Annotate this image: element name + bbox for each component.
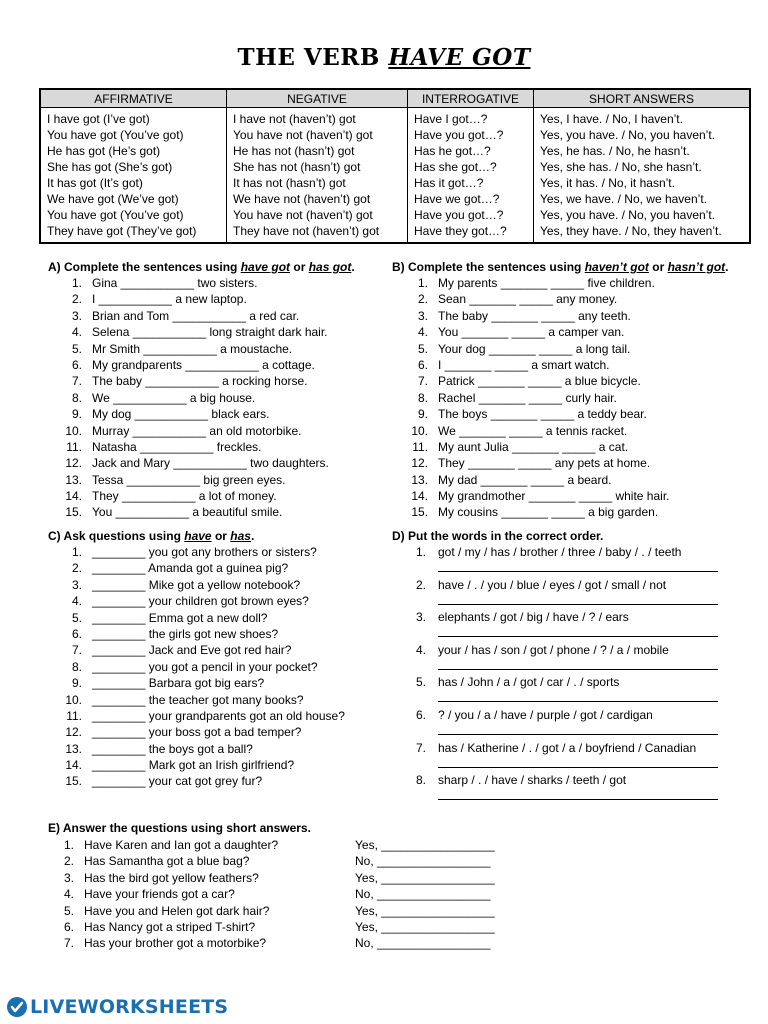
section-c-item — [46, 692, 345, 708]
question-text: Have Karen and Ian got a daughter? — [84, 838, 279, 852]
item-number: 10. — [65, 692, 82, 707]
item-text[interactable]: You ___________ a beautiful smile. — [92, 505, 283, 520]
section-d-item — [398, 707, 728, 740]
section-d-item — [398, 642, 728, 675]
section-b-item — [392, 357, 670, 373]
section-b-item — [392, 488, 670, 504]
item-number: 5. — [415, 675, 426, 690]
page-title — [0, 44, 768, 71]
item-text[interactable]: ________ you got a pencil in your pocket? — [92, 659, 318, 674]
section-b-title-text: B) Complete the sentences using — [392, 260, 585, 274]
section-a-item — [46, 324, 329, 340]
item-number: 8. — [415, 773, 426, 788]
section-a-title-text: A) Complete the sentences using — [48, 260, 241, 274]
item-number: 1. — [71, 276, 82, 290]
item-text[interactable]: Your dog _______ _____ a long tail. — [438, 341, 631, 356]
section-c-item — [46, 773, 345, 789]
scrambled-words: ? / you / a / have / purple / got / cardigan — [438, 707, 653, 722]
grammar-table-row — [40, 223, 750, 243]
item-number: 5. — [63, 903, 74, 918]
item-number: 9. — [71, 407, 82, 422]
item-number: 3. — [417, 308, 428, 323]
section-b-item — [392, 406, 670, 422]
section-e-item — [48, 853, 518, 869]
item-number: 9. — [71, 676, 82, 691]
item-number: 14. — [65, 489, 82, 504]
section-a-keyword-1: have got — [240, 260, 291, 274]
section-e-item — [48, 886, 518, 902]
item-number: 15. — [65, 505, 82, 520]
cell-affirmative: She has got (She’s got) — [40, 159, 227, 175]
item-number: 4. — [415, 642, 426, 657]
section-c-item — [46, 544, 345, 560]
grammar-table-row — [40, 127, 750, 143]
item-text[interactable]: ________ Mark got an Irish girlfriend? — [92, 758, 295, 773]
section-d-item — [398, 609, 728, 642]
item-text[interactable]: ________ the boys got a ball? — [92, 741, 253, 756]
item-number: 2. — [415, 577, 426, 592]
section-e-item — [48, 903, 518, 919]
header-negative: NEGATIVE — [227, 89, 408, 108]
cell-short-answer: Yes, we have. / No, we haven’t. — [534, 191, 751, 207]
section-b-item — [392, 504, 670, 520]
cell-interrogative: Have you got…? — [408, 127, 534, 143]
item-text[interactable]: ________ the teacher got many books? — [92, 692, 304, 707]
item-number: 1. — [71, 545, 82, 559]
section-b-item — [392, 324, 670, 340]
item-number: 8. — [71, 659, 82, 674]
section-b-item — [392, 455, 670, 471]
short-answer-field[interactable]: No, _________________ — [355, 887, 491, 902]
section-b-item — [392, 291, 670, 307]
cell-short-answer: Yes, he has. / No, he hasn’t. — [534, 143, 751, 159]
section-a-item — [46, 308, 329, 324]
item-number: 7. — [415, 740, 426, 755]
item-text[interactable]: ________ your grandparents got an old house? — [92, 708, 345, 723]
item-text[interactable]: Gina ___________ two sisters. — [92, 276, 258, 290]
grammar-table-row — [40, 175, 750, 191]
section-b-item — [392, 390, 670, 406]
section-a-item — [46, 373, 329, 389]
section-b-title — [392, 260, 728, 274]
section-b-item — [392, 439, 670, 455]
header-interrogative: INTERROGATIVE — [408, 89, 534, 108]
item-number: 4. — [63, 887, 74, 902]
cell-short-answer: Yes, they have. / No, they haven’t. — [534, 223, 751, 243]
cell-interrogative: Has he got…? — [408, 143, 534, 159]
section-b-item — [392, 341, 670, 357]
cell-short-answer: Yes, she has. / No, she hasn’t. — [534, 159, 751, 175]
answer-line[interactable] — [438, 636, 718, 637]
item-number: 7. — [417, 374, 428, 389]
scrambled-words: has / Katherine / . / got / a / boyfriend / Canadian — [438, 740, 697, 755]
section-c-item — [46, 642, 345, 658]
section-b-item — [392, 275, 670, 291]
section-d-list — [398, 544, 728, 805]
item-text[interactable]: We _______ _____ a tennis racket. — [438, 423, 628, 438]
item-text[interactable]: Patrick _______ _____ a blue bicycle. — [438, 374, 641, 389]
item-text[interactable]: Natasha ___________ freckles. — [92, 439, 262, 454]
scrambled-words: your / has / son / got / phone / ? / a / mobile — [438, 642, 669, 657]
grammar-table-row — [40, 207, 750, 223]
cell-interrogative: Have you got…? — [408, 207, 534, 223]
item-number: 5. — [71, 341, 82, 356]
section-a-item — [46, 275, 329, 291]
item-text[interactable]: My grandmother _______ _____ white hair. — [438, 489, 670, 504]
section-e-item — [48, 837, 518, 853]
section-a-item — [46, 390, 329, 406]
item-text[interactable]: My dog ___________ black ears. — [92, 407, 270, 422]
item-text[interactable]: My parents _______ _____ five children. — [438, 276, 655, 290]
cell-negative: You have not (haven’t) got — [227, 207, 408, 223]
section-d-item — [398, 740, 728, 773]
item-number: 6. — [71, 357, 82, 372]
item-text[interactable]: We ___________ a big house. — [92, 390, 256, 405]
item-number: 6. — [71, 626, 82, 641]
short-answer-field[interactable]: No, _________________ — [355, 854, 491, 869]
item-text[interactable]: The boys _______ _____ a teddy bear. — [438, 407, 647, 422]
item-text[interactable]: ________ Mike got a yellow notebook? — [92, 577, 301, 592]
item-text[interactable]: You _______ _____ a camper van. — [438, 325, 625, 340]
cell-negative: We have not (haven’t) got — [227, 191, 408, 207]
item-number: 2. — [417, 292, 428, 307]
item-number: 7. — [71, 374, 82, 389]
item-number: 10. — [65, 423, 82, 438]
section-c-item — [46, 741, 345, 757]
answer-line[interactable] — [438, 571, 718, 572]
section-c-item — [46, 626, 345, 642]
answer-line[interactable] — [438, 604, 718, 605]
answer-line[interactable] — [438, 767, 718, 768]
grammar-table-row — [40, 159, 750, 175]
cell-negative: She has not (hasn’t) got — [227, 159, 408, 175]
question-text: Has your brother got a motorbike? — [84, 936, 267, 951]
cell-short-answer: Yes, you have. / No, you haven’t. — [534, 127, 751, 143]
section-a-item — [46, 472, 329, 488]
section-c-title-end: . — [250, 529, 255, 543]
section-d-item — [398, 772, 728, 805]
scrambled-words: elephants / got / big / have / ? / ears — [438, 610, 629, 625]
item-number: 7. — [63, 936, 74, 951]
item-number: 10. — [411, 423, 428, 438]
section-a-item — [46, 423, 329, 439]
section-c-title-mid: or — [211, 529, 231, 543]
answer-line[interactable] — [438, 734, 718, 735]
section-d-title: D) Put the words in the correct order. — [392, 529, 604, 543]
section-a-title-end: . — [351, 260, 355, 274]
cell-affirmative: You have got (You’ve got) — [40, 127, 227, 143]
section-c-item — [46, 724, 345, 740]
section-c-item — [46, 708, 345, 724]
section-c-item — [46, 675, 345, 691]
item-number: 14. — [65, 758, 82, 773]
item-text[interactable]: Sean _______ _____ any money. — [438, 292, 618, 307]
cell-negative: You have not (haven’t) got — [227, 127, 408, 143]
item-text[interactable]: The baby _______ _____ any teeth. — [438, 308, 631, 323]
section-c-list — [46, 544, 345, 790]
item-number: 7. — [71, 643, 82, 658]
section-a-list — [46, 275, 329, 521]
section-b-item — [392, 423, 670, 439]
section-e-list — [48, 837, 518, 952]
section-a-keyword-2: has got — [308, 260, 352, 274]
item-text[interactable]: ________ you got any brothers or sisters? — [92, 545, 317, 559]
cell-affirmative: They have got (They’ve got) — [40, 223, 227, 243]
section-c-item — [46, 610, 345, 626]
section-b-keyword-1: haven’t got — [584, 260, 649, 274]
cell-affirmative: He has got (He’s got) — [40, 143, 227, 159]
section-a-item — [46, 504, 329, 520]
item-text[interactable]: ________ the girls got new shoes? — [92, 626, 279, 641]
item-number: 11. — [66, 439, 82, 454]
grammar-table-header — [40, 89, 750, 108]
cell-affirmative: We have got (We’ve got) — [40, 191, 227, 207]
cell-negative: He has not (hasn’t) got — [227, 143, 408, 159]
cell-negative: I have not (haven’t) got — [227, 108, 408, 128]
section-e-item — [48, 870, 518, 886]
cell-affirmative: You have got (You’ve got) — [40, 207, 227, 223]
scrambled-words: got / my / has / brother / three / baby / . / teeth — [438, 545, 682, 559]
item-text[interactable]: ________ Jack and Eve got red hair? — [92, 643, 292, 658]
grammar-table-row — [40, 108, 750, 128]
section-a-item — [46, 488, 329, 504]
section-a-item — [46, 291, 329, 307]
cell-interrogative: Have I got…? — [408, 108, 534, 128]
item-text[interactable]: Mr Smith ___________ a moustache. — [92, 341, 293, 356]
section-c-keyword-2: has — [230, 529, 251, 543]
item-number: 2. — [71, 561, 82, 576]
section-a-item — [46, 341, 329, 357]
section-b-item — [392, 308, 670, 324]
item-number: 6. — [417, 357, 428, 372]
item-number: 3. — [71, 577, 82, 592]
section-c-item — [46, 577, 345, 593]
scrambled-words: has / John / a / got / car / . / sports — [438, 675, 620, 690]
item-number: 14. — [411, 489, 428, 504]
item-number: 2. — [71, 292, 82, 307]
section-b-item — [392, 373, 670, 389]
item-number: 5. — [417, 341, 428, 356]
title-emphasis: HAVE GOT — [388, 44, 531, 71]
cell-negative: They have not (haven’t) got — [227, 223, 408, 243]
item-number: 9. — [417, 407, 428, 422]
question-text: Has Nancy got a striped T-shirt? — [84, 919, 256, 934]
item-number: 1. — [417, 276, 428, 290]
item-number: 13. — [65, 741, 82, 756]
item-number: 6. — [63, 919, 74, 934]
section-d-item — [398, 674, 728, 707]
item-text[interactable]: The baby ___________ a rocking horse. — [92, 374, 308, 389]
short-answer-field[interactable]: Yes, _________________ — [355, 838, 495, 852]
question-text: Has the bird got yellow feathers? — [84, 870, 259, 885]
section-b-list — [392, 275, 670, 521]
item-number: 1. — [63, 838, 74, 852]
item-text[interactable]: I ___________ a new laptop. — [92, 292, 247, 307]
cell-interrogative: Has it got…? — [408, 175, 534, 191]
item-text[interactable]: ________ Emma got a new doll? — [92, 610, 268, 625]
item-text[interactable]: Selena ___________ long straight dark hair. — [92, 325, 328, 340]
section-c-item — [46, 560, 345, 576]
item-number: 2. — [63, 854, 74, 869]
cell-interrogative: Has she got…? — [408, 159, 534, 175]
cell-negative: It has not (hasn’t) got — [227, 175, 408, 191]
cell-affirmative: I have got (I’ve got) — [40, 108, 227, 128]
liveworksheets-logo — [6, 996, 228, 1018]
item-text[interactable]: Brian and Tom ___________ a red car. — [92, 308, 300, 323]
item-number: 3. — [71, 308, 82, 323]
item-number: 15. — [65, 774, 82, 789]
answer-line[interactable] — [438, 799, 718, 800]
section-a-item — [46, 406, 329, 422]
section-c-keyword-1: have — [184, 529, 212, 543]
scrambled-words: sharp / . / have / sharks / teeth / got — [438, 773, 627, 788]
item-number: 1. — [415, 545, 426, 559]
scrambled-words: have / . / you / blue / eyes / got / small / not — [438, 577, 667, 592]
item-number: 12. — [65, 456, 82, 471]
grammar-table-row — [40, 191, 750, 207]
item-text[interactable]: Rachel _______ _____ curly hair. — [438, 390, 617, 405]
item-number: 5. — [71, 610, 82, 625]
cell-affirmative: It has got (It’s got) — [40, 175, 227, 191]
logo-text: LIVEWORKSHEETS — [30, 996, 229, 1018]
item-number: 3. — [415, 610, 426, 625]
item-text[interactable]: ________ Amanda got a guinea pig? — [92, 561, 289, 576]
item-text[interactable]: Murray ___________ an old motorbike. — [92, 423, 302, 438]
item-text[interactable]: I _______ _____ a smart watch. — [438, 357, 610, 372]
section-b-title-end: . — [725, 260, 729, 274]
item-number: 4. — [71, 325, 82, 340]
short-answer-field[interactable]: Yes, _________________ — [355, 870, 495, 885]
item-number: 4. — [71, 594, 82, 609]
section-e-title: E) Answer the questions using short answers. — [48, 821, 311, 835]
item-text[interactable]: Jack and Mary ___________ two daughters. — [92, 456, 329, 471]
item-text[interactable]: My aunt Julia _______ _____ a cat. — [438, 439, 629, 454]
section-a-title-mid: or — [290, 260, 309, 274]
item-number: 13. — [411, 472, 428, 487]
item-number: 13. — [65, 472, 82, 487]
section-b-keyword-2: hasn’t got — [667, 260, 726, 274]
section-d-item — [398, 577, 728, 610]
section-c-title — [48, 529, 254, 543]
cell-interrogative: Have we got…? — [408, 191, 534, 207]
header-short-answers: SHORT ANSWERS — [534, 89, 751, 108]
short-answer-field[interactable]: Yes, _________________ — [355, 919, 495, 934]
section-e-item — [48, 935, 518, 951]
title-prefix: THE VERB — [237, 44, 389, 71]
cell-short-answer: Yes, I have. / No, I haven’t. — [534, 108, 751, 128]
item-number: 15. — [411, 505, 428, 520]
answer-line[interactable] — [438, 701, 718, 702]
item-text[interactable]: ________ your children got brown eyes? — [92, 594, 309, 609]
item-number: 11. — [66, 708, 82, 723]
question-text: Have you and Helen got dark hair? — [84, 903, 270, 918]
section-a-item — [46, 455, 329, 471]
item-text[interactable]: Tessa ___________ big green eyes. — [92, 472, 286, 487]
section-a-title — [48, 260, 355, 274]
short-answer-field[interactable]: Yes, _________________ — [355, 903, 495, 918]
question-text: Has Samantha got a blue bag? — [84, 854, 250, 869]
logo-icon — [6, 996, 28, 1018]
section-d-item — [398, 544, 728, 577]
section-c-item — [46, 757, 345, 773]
cell-interrogative: Have they got…? — [408, 223, 534, 243]
item-text[interactable]: ________ your cat got grey fur? — [92, 774, 263, 789]
cell-short-answer: Yes, you have. / No, you haven’t. — [534, 207, 751, 223]
item-text[interactable]: My grandparents ___________ a cottage. — [92, 357, 315, 372]
answer-line[interactable] — [438, 669, 718, 670]
grammar-table — [39, 88, 751, 244]
section-b-item — [392, 472, 670, 488]
item-number: 4. — [417, 325, 428, 340]
section-a-item — [46, 439, 329, 455]
header-affirmative: AFFIRMATIVE — [40, 89, 227, 108]
item-text[interactable]: My cousins _______ _____ a big garden. — [438, 505, 659, 520]
section-a-item — [46, 357, 329, 373]
item-number: 11. — [412, 439, 428, 454]
section-c-item — [46, 659, 345, 675]
item-number: 12. — [411, 456, 428, 471]
item-text[interactable]: My dad _______ _____ a beard. — [438, 472, 612, 487]
item-text[interactable]: They ___________ a lot of money. — [92, 489, 277, 504]
item-number: 8. — [417, 390, 428, 405]
item-text[interactable]: ________ Barbara got big ears? — [92, 676, 265, 691]
section-c-item — [46, 593, 345, 609]
short-answer-field[interactable]: No, _________________ — [355, 936, 491, 951]
cell-short-answer: Yes, it has. / No, it hasn’t. — [534, 175, 751, 191]
item-number: 8. — [71, 390, 82, 405]
item-number: 6. — [415, 707, 426, 722]
section-e-item — [48, 919, 518, 935]
section-c-title-text: C) Ask questions using — [48, 529, 185, 543]
item-text[interactable]: They _______ _____ any pets at home. — [438, 456, 651, 471]
item-number: 3. — [63, 870, 74, 885]
grammar-table-row — [40, 143, 750, 159]
section-b-title-mid: or — [648, 260, 668, 274]
item-text[interactable]: ________ your boss got a bad temper? — [92, 725, 302, 740]
question-text: Have your friends got a car? — [84, 887, 235, 902]
item-number: 12. — [65, 725, 82, 740]
